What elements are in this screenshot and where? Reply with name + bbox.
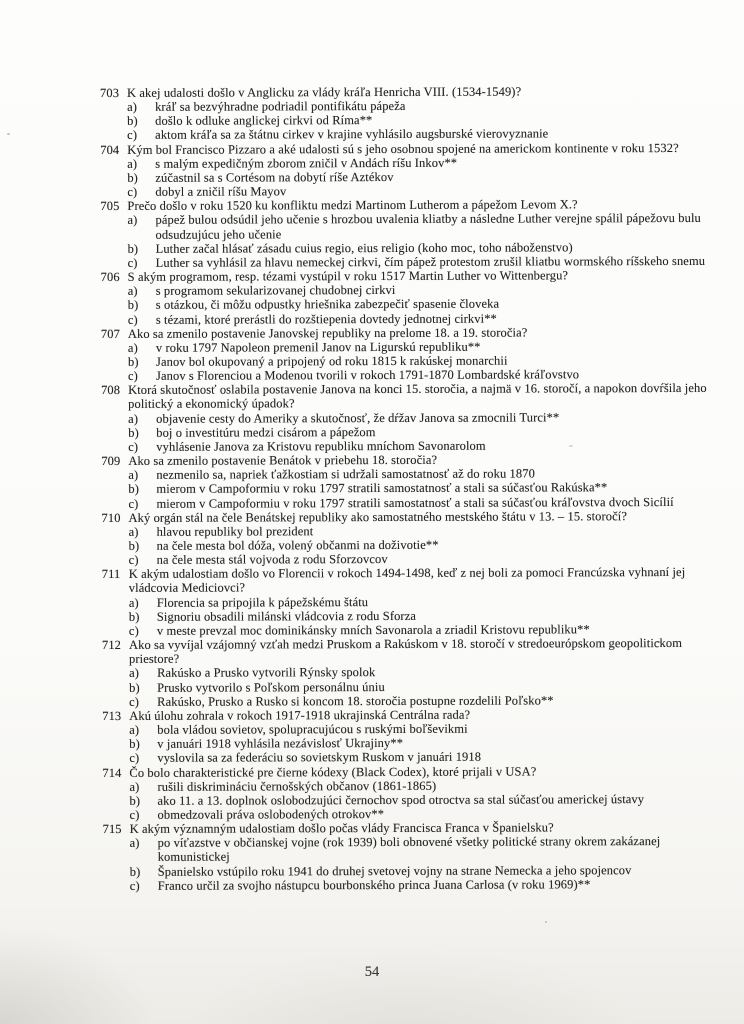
option-text: rušili diskrimináciu černošských občanov (1861-1865) [157, 778, 437, 794]
question-item [101, 452, 715, 511]
option-letter: a) [128, 468, 139, 483]
option-text: vyslovila sa za federáciu so sovietskym Ruskom v januári 1918 [157, 750, 482, 766]
option-letter: b) [128, 425, 139, 440]
option-text: na čele mesta stál vojvoda z rodu Sforzovcov [156, 552, 388, 567]
option-text: v januári 1918 vyhlásila nezávislosť Ukrajiny** [157, 736, 404, 751]
option-text: zúčastnil sa s Cortésom na dobytí ríše Aztékov [155, 169, 394, 185]
option-text: v meste prevzal moc dominikánsky mních Savonarola a zriadil Kristovu republiku** [156, 622, 590, 638]
option-letter: c) [127, 128, 138, 143]
question-number: 711 [101, 567, 121, 582]
answer-option-b [102, 792, 716, 808]
option-letter: c) [127, 368, 138, 384]
question-title: K akým udalostiam došlo vo Florencii v rokoch 1494-1498, keď z nej boli za pomoci Francúzska vyhnaní jej vládcovia Mediciovci? [128, 565, 686, 596]
option-letter: c) [127, 184, 138, 199]
option-text: Luther začal hlásať zásadu cuius regio, eius religio (koho moc, toho náboženstvo) [155, 240, 573, 256]
question-number: 703 [100, 85, 120, 100]
question-title: S akým programom, resp. tézami vystúpil v roku 1517 Martin Luther vo Wittenbergu? [127, 268, 569, 284]
question-number: 712 [101, 638, 122, 653]
question-item [101, 381, 715, 454]
option-text: Franco určil za svojho nástupcu bourbonského princa Juana Carlosa (v roku 1969)** [157, 877, 591, 893]
question-number: 709 [101, 453, 121, 469]
question-title: K akej udalosti došlo v Anglicku za vlády kráľa Henricha VIII. (1534-1549)? [126, 84, 522, 100]
option-letter: c) [129, 751, 140, 766]
option-letter: b) [127, 298, 139, 313]
question-item [101, 268, 715, 327]
option-letter: b) [127, 241, 139, 256]
question-title: Akú úlohu zohrala v rokoch 1917-1918 ukrajinská Centrálna rada? [129, 707, 471, 723]
option-text: bola vládou sovietov, spolupracujúcou s ruskými boľševikmi [157, 721, 468, 737]
option-text: kráľ sa bezvýhradne podriadil pontifikátu pápeža [155, 99, 406, 114]
option-letter: c) [127, 312, 138, 327]
question-number: 704 [100, 142, 120, 157]
question-item [102, 636, 716, 709]
option-text: s otázkou, či môžu odpustky hriešnika zabezpečiť spasenie človeka [155, 296, 500, 313]
question-title: Ako sa zmenilo postavenie Janovskej republiky na prelome 18. a 19. storočia? [127, 325, 528, 341]
question-number: 708 [101, 383, 121, 398]
option-text: Florencia sa pripojila k pápežskému štátu [156, 594, 369, 610]
option-letter: b) [129, 737, 140, 752]
option-text: došlo k odluke anglickej cirkvi od Ríma** [155, 113, 373, 129]
question-item [101, 325, 715, 384]
option-letter: c) [129, 807, 140, 822]
question-title: Ako sa vyvíjal vzájomný vzťah medzi Pruskom a Rakúskom v 18. storočí v stredoeurópskom geopolitickom priestore? [128, 636, 683, 667]
option-text: pápež bulou odsúdil jeho učenie s hrozbou uvalenia kliatby a následne Luther verejne spálil pápežovu bulu odsudzujúcu jeho učenie [155, 211, 701, 242]
option-letter: b) [129, 680, 140, 695]
question-number: 715 [102, 822, 122, 837]
question-number: 705 [100, 199, 120, 214]
option-letter: c) [128, 553, 139, 568]
option-letter: a) [129, 722, 140, 737]
question-number: 713 [102, 708, 122, 723]
question-title: Čo bolo charakteristické pre čierne kódexy (Black Codex), ktoré prijali v USA? [129, 763, 537, 780]
question-number: 707 [100, 326, 120, 341]
question-text-line [102, 636, 716, 666]
question-item [101, 509, 715, 568]
option-text: s programom sekularizovanej chudobnej cirkvi [155, 283, 396, 298]
option-text: Rakúsko a Prusko vytvorili Rýnsky spolok [157, 665, 376, 681]
option-text: na čele mesta bol dóža, volený občanmi na doživotie** [156, 537, 439, 553]
question-title: Prečo došlo v roku 1520 ku konfliktu medzi Martinom Lutherom a pápežom Levom X.? [127, 197, 578, 214]
option-letter: a) [129, 666, 139, 681]
question-text-line [100, 140, 714, 156]
option-letter: a) [127, 213, 138, 228]
question-text-line [101, 509, 715, 525]
question-item [102, 763, 716, 822]
option-text: mierom v Campoformiu v roku 1797 stratili samostatnosť a stali sa súčasťou Rakúska** [156, 480, 608, 497]
scan-artifact-speck [569, 445, 573, 447]
option-letter: c) [128, 439, 139, 454]
option-text: mierom v Campoformiu v roku 1797 stratili samostatnosť a stali sa súčasťou kráľovstva dvoch Sicílií [156, 494, 674, 511]
option-letter: a) [127, 340, 138, 355]
option-text: s tézami, ktoré prerástli do rozštiepenia dovtedy jednotnej cirkvi** [155, 311, 497, 327]
option-letter: a) [127, 100, 138, 115]
question-title: K akým významným udalostiam došlo počas vlády Francisca Franca v Španielsku? [129, 820, 554, 837]
option-text: aktom kráľa sa za štátnu cirkev v krajine vyhlásilo augsburské vierovyznanie [155, 126, 549, 143]
question-text-line [101, 381, 715, 411]
option-letter: b) [127, 354, 139, 369]
question-title: Aký orgán stál na čele Benátskej republiky ako samostatného mestského štátu v 13. – 15. storočí? [128, 508, 628, 525]
scan-artifact-speck [545, 921, 547, 923]
option-letter: b) [127, 114, 138, 129]
answer-option-a [103, 834, 717, 864]
question-title: Kým bol Francisco Pizzaro a aké udalosti sú s jeho osobnou spojené na americkom kontinente v roku 1532? [127, 140, 679, 157]
option-text: Janov bol okupovaný a pripojený od roku 1815 k rakúskej monarchii [155, 353, 508, 369]
option-text: po víťazstve v občianskej vojne (rok 1939) boli obnovené všetky politické strany okrem zakázanej komunistickej [157, 834, 661, 865]
option-letter: a) [128, 411, 139, 426]
option-text: objavenie cesty do Ameriky a skutočnosť, že dŕžav Janova sa zmocnili Turci** [156, 409, 560, 426]
option-text: Španielsko vstúpilo roku 1941 do druhej svetovej vojny na strane Nemecka a jeho spojencov [157, 862, 632, 879]
answer-option-c [101, 254, 715, 270]
option-letter: a) [129, 836, 140, 851]
option-letter: a) [129, 779, 140, 794]
option-letter: b) [128, 609, 140, 624]
question-item [100, 84, 714, 143]
option-text: v roku 1797 Napoleon premenil Janov na Ligurskú republiku** [155, 339, 481, 355]
option-text: ako 11. a 13. doplnok oslobodzujúci černochov spod otroctva sa stal súčasťou americkej ústavy [157, 791, 645, 808]
page-number: 54 [364, 964, 380, 980]
question-item [102, 565, 716, 638]
scan-artifact-speck [656, 641, 662, 643]
option-text: Prusko vytvorilo s Poľskom personálnu úniu [157, 679, 385, 695]
answer-option-a [100, 211, 714, 241]
question-number: 706 [100, 269, 120, 285]
option-text: vyhlásenie Janova za Kristovu republiku mníchom Savonarolom [156, 438, 486, 454]
option-text: Rakúsko, Prusko a Rusko si koncom 18. storočia postupne rozdelili Poľsko** [157, 693, 554, 709]
option-letter: b) [128, 482, 140, 497]
answer-option-c [103, 877, 717, 893]
option-text: nezmenilo sa, napriek ťažkostiam si udržali samostatnosť až do roku 1870 [156, 466, 535, 483]
option-text: Signoriu obsadili milánski vládcovia z rodu Sforza [156, 608, 417, 624]
option-letter: c) [128, 623, 139, 638]
question-text-line [102, 565, 716, 595]
option-letter: b) [127, 170, 138, 185]
question-item [102, 707, 716, 766]
option-letter: b) [129, 864, 141, 879]
question-title: Ktorá skutočnosť oslabila postavenie Janova na konci 15. storočia, a najmä v 16. storočí, a napokon dovŕšila jeho politický a ekonomický úpadok? [128, 381, 707, 412]
answer-option-b [103, 862, 717, 878]
option-letter: b) [129, 793, 141, 808]
question-title: Ako sa zmenilo postavenie Benátok v priebehu 18. storočia? [128, 452, 438, 468]
option-letter: c) [128, 496, 139, 511]
questions-list [100, 84, 717, 893]
question-number: 714 [102, 765, 122, 780]
option-text: boj o investitúru medzi cisárom a pápežom [156, 424, 376, 440]
option-letter: a) [128, 524, 139, 539]
option-letter: a) [127, 284, 138, 299]
option-letter: c) [129, 694, 140, 709]
option-text: s malým expedičným zborom zničil v Andách ríšu Inkov** [155, 155, 458, 171]
option-text: dobyl a zničil ríšu Mayov [155, 184, 287, 199]
option-text: obmedzovali práva oslobodených otrokov** [157, 806, 385, 822]
option-letter: c) [129, 878, 140, 893]
option-letter: c) [127, 255, 138, 270]
option-letter: b) [128, 538, 140, 553]
page-footer [0, 963, 744, 981]
option-letter: a) [128, 595, 139, 610]
question-item [100, 140, 714, 199]
scan-artifact-speck [7, 133, 10, 135]
question-number: 710 [101, 510, 121, 525]
option-text: Janov s Florenciou a Modenou tvorili v rokoch 1791-1870 Lombardské kráľovstvo [155, 367, 580, 383]
question-item [103, 820, 717, 893]
option-text: hlavou republiky bol prezident [156, 524, 314, 539]
question-item [100, 197, 714, 270]
option-letter: a) [127, 156, 138, 171]
option-text: Luther sa vyhlásil za hlavu nemeckej cirkvi, čím pápež protestom zrušil kliatbu wormského ríšskeho snemu [155, 253, 706, 270]
